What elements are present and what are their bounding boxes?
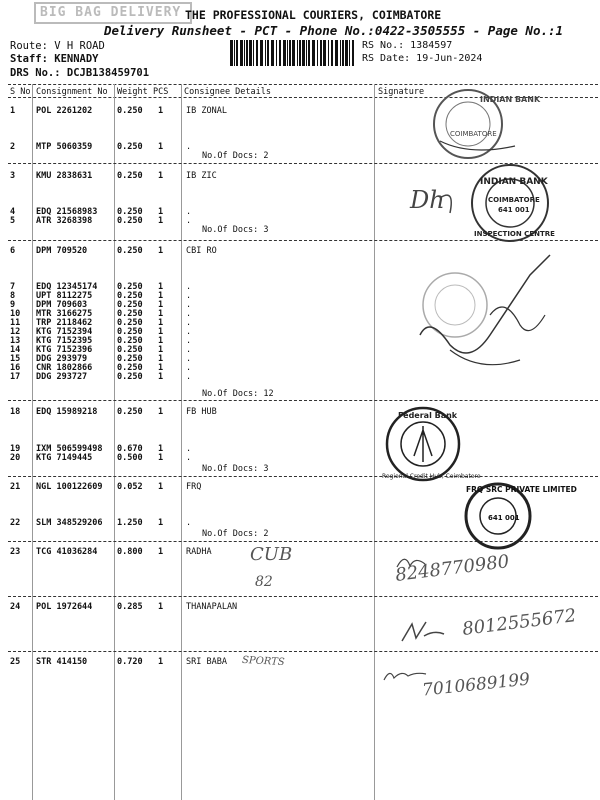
stamp-text: Federal Bank [398,411,458,420]
cell-consignee: . [186,518,192,528]
cell-sno: 17 [10,372,21,382]
col-header-sno: S No [10,87,31,97]
company-name: THE PROFESSIONAL COURIERS, COIMBATORE [185,8,442,22]
cell-consignee: SRI BABA [186,657,227,667]
cell-consignee: . [186,309,192,319]
handwritten-note: CUB [250,544,293,565]
col-divider [374,84,375,800]
doc-count: No.Of Docs: 3 [202,225,269,235]
signature-mark [395,552,435,572]
cell-consignee: . [186,282,192,292]
cell-consignment-no: IXM 506599498 [36,444,103,454]
cell-sno: 24 [10,602,21,612]
cell-weight: 0.250 [117,142,143,152]
cell-sno: 9 [10,300,16,310]
group-separator [8,651,598,652]
cell-consignment-no: STR 414150 [36,657,88,667]
cell-consignment-no: KTG 7152395 [36,336,93,346]
cell-sno: 7 [10,282,16,292]
cell-pcs: 1 [158,345,164,355]
col-header-pcs: PCS [153,87,169,97]
cell-weight: 0.670 [117,444,143,454]
barcode [230,40,356,66]
handwritten-phone: 8012555672 [461,605,578,640]
cell-weight: 0.250 [117,354,143,364]
cell-sno: 2 [10,142,16,152]
cell-pcs: 1 [158,142,164,152]
cell-weight: 0.250 [117,327,143,337]
cell-sno: 12 [10,327,21,337]
indian-bank-stamp-2 [410,168,560,248]
cell-consignment-no: DDG 293727 [36,372,88,382]
col-header-consignment: Consignment No [36,87,108,97]
cell-weight: 0.250 [117,171,143,181]
cell-consignment-no: ATR 3268398 [36,216,93,226]
cell-pcs: 1 [158,106,164,116]
cell-consignment-no: EDQ 21568983 [36,207,98,217]
cell-weight: 0.720 [117,657,143,667]
cell-weight: 0.250 [117,106,143,116]
cell-consignment-no: POL 2261202 [36,106,93,116]
rs-date: RS Date: 19-Jun-2024 [362,53,483,64]
drs-number: DRS No.: DCJB138459701 [10,67,150,79]
handwritten-note: SPORTS [241,654,285,669]
cell-consignee: RADHA [186,547,212,557]
cbi-ro-signature-stamp [410,255,560,385]
handwritten-phone: 8248770980 [394,551,511,586]
cell-pcs: 1 [158,482,164,492]
cell-sno: 14 [10,345,21,355]
cell-sno: 16 [10,363,21,373]
doc-count: No.Of Docs: 2 [202,529,269,539]
cell-consignee: FRQ [186,482,202,492]
stamp-text: 641 001 [498,206,530,214]
doc-count: No.Of Docs: 12 [202,389,274,399]
stamp-text: INDIAN BANK [480,177,548,187]
cell-weight: 1.250 [117,518,143,528]
cell-consignment-no: TCG 41036284 [36,547,98,557]
col-header-consignee: Consignee Details [184,87,271,97]
staff-label: Staff: KENNADY [10,53,99,65]
cell-pcs: 1 [158,657,164,667]
frq-src-stamp [440,480,577,550]
cell-consignment-no: KTG 7152396 [36,345,93,355]
cell-weight: 0.250 [117,372,143,382]
cell-weight: 0.250 [117,246,143,256]
cell-consignee: . [186,336,192,346]
col-header-weight: Weight [117,87,148,97]
col-divider [114,84,115,800]
cell-pcs: 1 [158,453,164,463]
table-top-border [8,84,598,85]
cell-consignee: . [186,444,192,454]
col-header-signature: Signature [378,87,425,97]
cell-sno: 22 [10,518,21,528]
stamp-text: INSPECTION CENTRE [474,230,555,238]
cell-consignee: . [186,142,192,152]
runsheet-title: Delivery Runsheet - PCT - Phone No.:0422-3505555 - Page No.:1 [104,23,564,38]
cell-consignment-no: DDG 293979 [36,354,88,364]
cell-sno: 13 [10,336,21,346]
cell-consignment-no: NGL 100122609 [36,482,103,492]
big-bag-stamp: BIG BAG DELIVERY [34,2,192,24]
cell-pcs: 1 [158,318,164,328]
cell-weight: 0.250 [117,207,143,217]
stamp-text: FRQ SRC PRIVATE LIMITED [466,485,577,494]
cell-consignment-no: MTP 5060359 [36,142,93,152]
cell-pcs: 1 [158,300,164,310]
cell-consignee: . [186,354,192,364]
cell-consignment-no: CNR 1802866 [36,363,93,373]
cell-consignee: IB ZIC [186,171,217,181]
group-separator [8,400,598,401]
cell-weight: 0.250 [117,216,143,226]
cell-weight: 0.250 [117,300,143,310]
cell-sno: 19 [10,444,21,454]
cell-consignment-no: KMU 2838631 [36,171,93,181]
cell-consignment-no: DPM 709520 [36,246,88,256]
cell-sno: 15 [10,354,21,364]
cell-consignee: . [186,327,192,337]
indian-bank-stamp-1 [420,86,541,166]
federal-bank-stamp [378,404,488,484]
cell-pcs: 1 [158,363,164,373]
cell-consignment-no: SLM 348529206 [36,518,103,528]
cell-pcs: 1 [158,216,164,226]
cell-consignee: . [186,318,192,328]
cell-pcs: 1 [158,207,164,217]
cell-sno: 25 [10,657,21,667]
cell-weight: 0.250 [117,363,143,373]
rs-number: RS No.: 1384597 [362,40,453,51]
doc-count: No.Of Docs: 3 [202,464,269,474]
handwritten-note: 82 [255,574,273,590]
cell-sno: 18 [10,407,21,417]
col-divider [181,84,182,800]
col-divider [32,84,33,800]
cell-consignee: THANAPALAN [186,602,238,612]
cell-weight: 0.250 [117,336,143,346]
cell-consignment-no: DPM 709603 [36,300,88,310]
cell-weight: 0.250 [117,282,143,292]
cell-consignee: IB ZONAL [186,106,227,116]
cell-pcs: 1 [158,407,164,417]
signature-mark [400,616,450,646]
cell-sno: 6 [10,246,16,256]
cell-weight: 0.800 [117,547,143,557]
stamp-text: Regional Credit Hub, Coimbatore [382,473,481,480]
cell-sno: 5 [10,216,16,226]
cell-pcs: 1 [158,246,164,256]
stamp-text: COIMBATORE [450,130,497,138]
cell-consignee: . [186,300,192,310]
route-label: Route: V H ROAD [10,40,105,52]
cell-sno: 1 [10,106,16,116]
cell-consignment-no: KTG 7152394 [36,327,93,337]
cell-weight: 0.250 [117,345,143,355]
cell-consignee: CBI RO [186,246,217,256]
cell-pcs: 1 [158,309,164,319]
cell-sno: 3 [10,171,16,181]
cell-sno: 10 [10,309,21,319]
cell-weight: 0.250 [117,318,143,328]
cell-pcs: 1 [158,327,164,337]
cell-consignee: . [186,291,192,301]
cell-consignee: . [186,207,192,217]
cell-pcs: 1 [158,372,164,382]
cell-consignee: . [186,345,192,355]
cell-weight: 0.285 [117,602,143,612]
cell-pcs: 1 [158,518,164,528]
cell-consignment-no: KTG 7149445 [36,453,93,463]
cell-consignee: . [186,216,192,226]
cell-pcs: 1 [158,602,164,612]
cell-consignee: . [186,453,192,463]
cell-pcs: 1 [158,444,164,454]
cell-consignment-no: EDQ 12345174 [36,282,98,292]
cell-pcs: 1 [158,547,164,557]
cell-consignment-no: MTR 3166275 [36,309,93,319]
cell-sno: 11 [10,318,21,328]
cell-pcs: 1 [158,171,164,181]
svg-text:Dh: Dh [410,186,445,214]
cell-weight: 0.250 [117,309,143,319]
group-separator [8,476,598,477]
cell-pcs: 1 [158,354,164,364]
cell-sno: 21 [10,482,21,492]
cell-weight: 0.500 [117,453,143,463]
stamp-text: COIMBATORE [488,196,540,204]
stamp-text: 641 001 [488,514,520,522]
cell-pcs: 1 [158,282,164,292]
cell-consignment-no: UPT 8112275 [36,291,93,301]
cell-sno: 8 [10,291,16,301]
cell-pcs: 1 [158,336,164,346]
cell-consignment-no: EDQ 15989218 [36,407,98,417]
cell-weight: 0.250 [117,407,143,417]
cell-consignee: FB HUB [186,407,217,417]
cell-pcs: 1 [158,291,164,301]
cell-sno: 23 [10,547,21,557]
group-separator [8,596,598,597]
cell-consignee: . [186,363,192,373]
cell-weight: 0.250 [117,291,143,301]
cell-consignment-no: POL 1972644 [36,602,93,612]
handwritten-phone: 7010689199 [421,669,531,701]
cell-weight: 0.052 [117,482,143,492]
cell-consignment-no: TRP 2118462 [36,318,93,328]
doc-count: No.Of Docs: 2 [202,151,269,161]
stamp-text: INDIAN BANK [480,95,541,104]
cell-sno: 4 [10,207,16,217]
cell-consignee: . [186,372,192,382]
cell-sno: 20 [10,453,21,463]
